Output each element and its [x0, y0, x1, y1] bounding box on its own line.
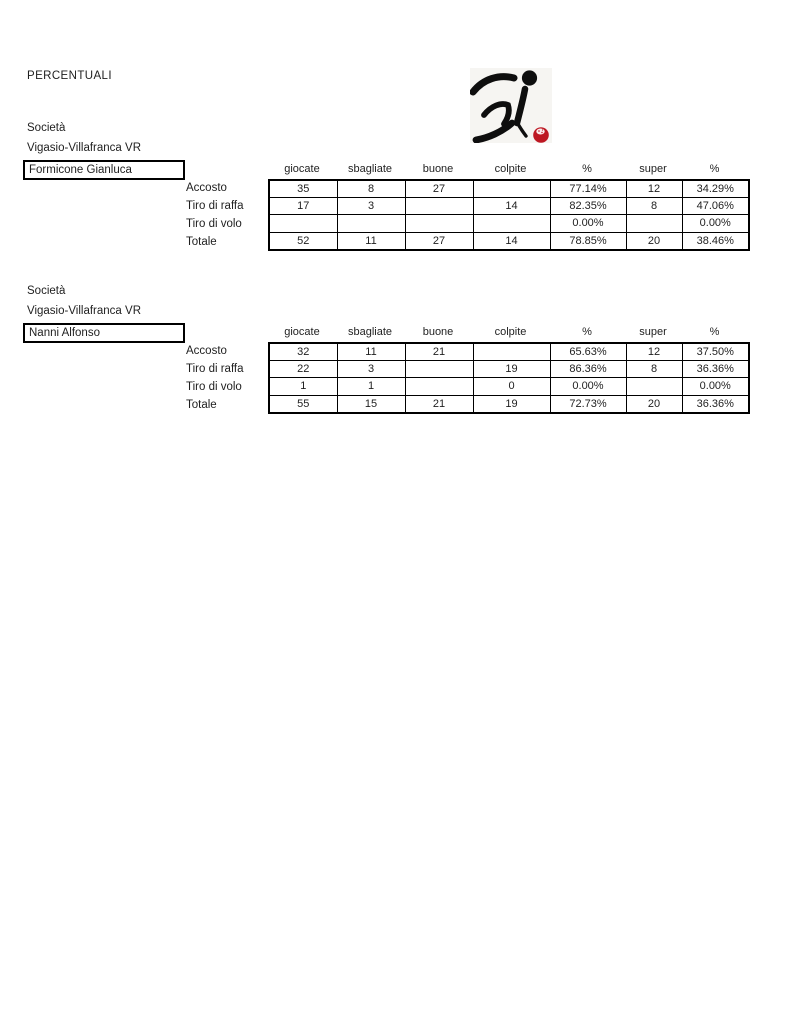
- society-name: Vigasio-Villafranca VR: [27, 142, 141, 154]
- stat-cell: [405, 198, 473, 215]
- stat-cell: 36.36%: [682, 395, 749, 413]
- stat-cell: 78.85%: [550, 232, 626, 250]
- column-header-sbagliate: sbagliate: [347, 326, 393, 338]
- table-row: [269, 395, 749, 413]
- stat-cell: 27: [405, 180, 473, 198]
- stat-cell: [473, 180, 550, 198]
- society-label: Società: [27, 122, 66, 134]
- stat-cell: 52: [269, 232, 337, 250]
- column-header-super: super: [639, 326, 667, 338]
- stat-cell: 11: [337, 343, 405, 361]
- stat-cell: 35: [269, 180, 337, 198]
- stat-cell: [405, 215, 473, 232]
- column-header-super: super: [639, 163, 667, 175]
- stat-cell: [269, 215, 337, 232]
- stat-cell: 0.00%: [550, 215, 626, 232]
- stat-cell: 8: [337, 180, 405, 198]
- column-header-buone: buone: [422, 326, 454, 338]
- stat-cell: 8: [626, 198, 682, 215]
- stat-cell: 34.29%: [682, 180, 749, 198]
- stat-cell: 3: [337, 361, 405, 378]
- stat-cell: [405, 378, 473, 395]
- player-name-box: [23, 323, 185, 343]
- column-header-sbagliate: sbagliate: [347, 163, 393, 175]
- row-label-totale: Totale: [186, 399, 217, 411]
- column-header-buone: buone: [422, 163, 454, 175]
- table-row: [269, 378, 749, 395]
- stat-cell: 0.00%: [682, 215, 749, 232]
- column-header-colpite: colpite: [494, 326, 527, 338]
- stat-cell: 86.36%: [550, 361, 626, 378]
- stat-cell: 8: [626, 361, 682, 378]
- table-row: [269, 361, 749, 378]
- stat-cell: 72.73%: [550, 395, 626, 413]
- stat-cell: 47.06%: [682, 198, 749, 215]
- row-label-accosto: Accosto: [186, 182, 227, 194]
- stat-cell: 12: [626, 343, 682, 361]
- column-header-colpite: colpite: [494, 163, 527, 175]
- stat-cell: 27: [405, 232, 473, 250]
- row-label-accosto: Accosto: [186, 345, 227, 357]
- column-headers: [268, 163, 748, 175]
- stat-cell: 36.36%: [682, 361, 749, 378]
- stat-cell: 1: [337, 378, 405, 395]
- table-row: [269, 343, 749, 361]
- stat-cell: 22: [269, 361, 337, 378]
- column-header-percent-super: %: [709, 163, 720, 175]
- column-header-giocate: giocate: [284, 163, 320, 175]
- stat-cell: 0: [473, 378, 550, 395]
- row-label-totale: Totale: [186, 236, 217, 248]
- table-row: [269, 232, 749, 250]
- society-name: Vigasio-Villafranca VR: [27, 305, 141, 317]
- stat-cell: 3: [337, 198, 405, 215]
- stat-cell: 82.35%: [550, 198, 626, 215]
- stat-cell: 15: [337, 395, 405, 413]
- stat-cell: 14: [473, 232, 550, 250]
- column-header-percent: %: [582, 163, 592, 175]
- stat-cell: 32: [269, 343, 337, 361]
- page-title: PERCENTUALI: [27, 70, 112, 82]
- stat-cell: [337, 215, 405, 232]
- row-label-tiro-di-volo: Tiro di volo: [186, 218, 242, 230]
- stat-cell: 17: [269, 198, 337, 215]
- stat-cell: 19: [473, 395, 550, 413]
- stat-cell: 14: [473, 198, 550, 215]
- stat-cell: 55: [269, 395, 337, 413]
- row-label-tiro-di-raffa: Tiro di raffa: [186, 363, 244, 375]
- stat-cell: 38.46%: [682, 232, 749, 250]
- stat-cell: 37.50%: [682, 343, 749, 361]
- stat-cell: 77.14%: [550, 180, 626, 198]
- player-name: Nanni Alfonso: [29, 327, 100, 339]
- table-row: [269, 215, 749, 232]
- player-name-box: [23, 160, 185, 180]
- stats-table: [268, 179, 750, 251]
- table-row: [269, 198, 749, 215]
- stats-table: [268, 342, 750, 414]
- stat-cell: 1: [269, 378, 337, 395]
- stat-cell: 11: [337, 232, 405, 250]
- row-label-tiro-di-raffa: Tiro di raffa: [186, 200, 244, 212]
- society-label: Società: [27, 285, 66, 297]
- stat-cell: 21: [405, 395, 473, 413]
- stat-cell: [473, 215, 550, 232]
- stat-cell: 19: [473, 361, 550, 378]
- stat-cell: [626, 378, 682, 395]
- stat-cell: [405, 361, 473, 378]
- player-block-nanni: [0, 285, 791, 435]
- stat-cell: 65.63%: [550, 343, 626, 361]
- column-headers: [268, 326, 748, 338]
- stat-cell: 0.00%: [550, 378, 626, 395]
- stat-cell: 20: [626, 395, 682, 413]
- stat-cell: 0.00%: [682, 378, 749, 395]
- column-header-giocate: giocate: [284, 326, 320, 338]
- stat-cell: 21: [405, 343, 473, 361]
- stat-cell: 20: [626, 232, 682, 250]
- player-name: Formicone Gianluca: [29, 164, 132, 176]
- stat-cell: [626, 215, 682, 232]
- player-block-formicone: [0, 122, 791, 272]
- row-label-tiro-di-volo: Tiro di volo: [186, 381, 242, 393]
- table-row: [269, 180, 749, 198]
- stat-cell: 12: [626, 180, 682, 198]
- column-header-percent: %: [582, 326, 592, 338]
- column-header-percent-super: %: [709, 326, 720, 338]
- stat-cell: [473, 343, 550, 361]
